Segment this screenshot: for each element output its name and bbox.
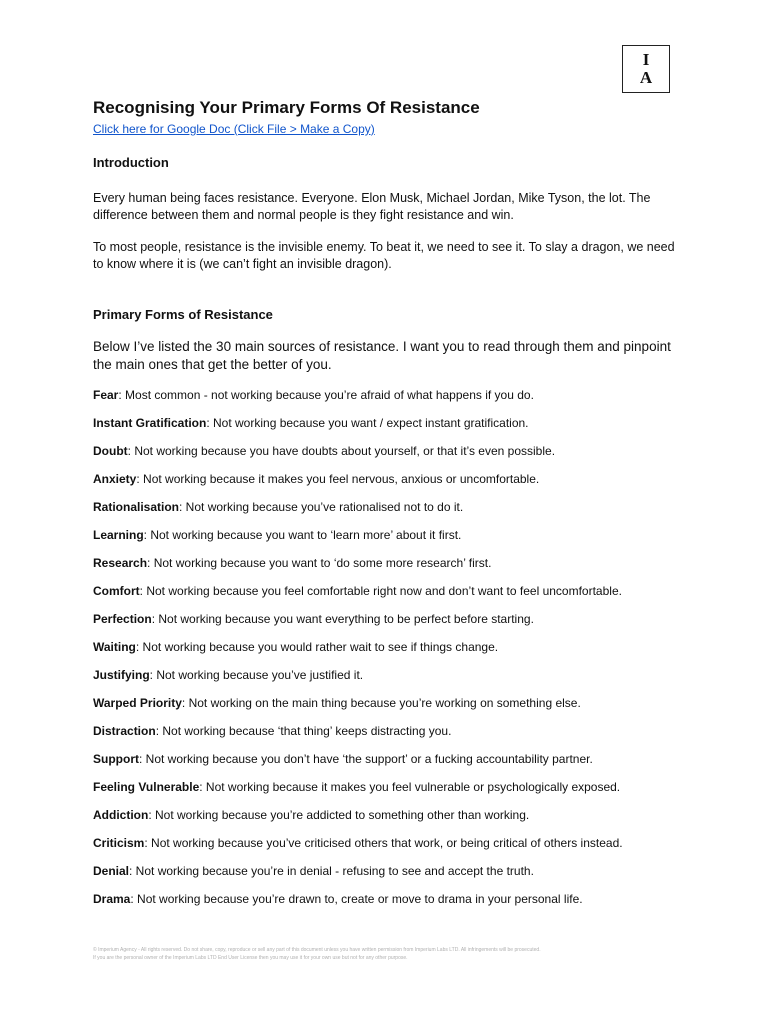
copyright-footer xyxy=(93,946,683,962)
item-description: : Not working because you’re drawn to, create or move to drama in your personal life. xyxy=(130,892,583,906)
list-item xyxy=(93,388,683,416)
item-description: : Not working because you have doubts about yourself, or that it’s even possible. xyxy=(127,444,556,458)
item-term: Warped Priority xyxy=(93,696,182,710)
item-description: : Not working because you’re in denial - refusing to see and accept the truth. xyxy=(129,864,534,878)
item-term: Learning xyxy=(93,528,144,542)
item-term: Rationalisation xyxy=(93,500,180,514)
item-term: Denial xyxy=(93,864,130,878)
list-item xyxy=(93,416,683,444)
item-description: : Not working because you’re addicted to something other than working. xyxy=(148,808,530,822)
document-body xyxy=(93,96,683,920)
list-item xyxy=(93,836,683,864)
footer-line-1: © Imperium Agency - All rights reserved. Do not share, copy, reproduce or sell any part of this document unless you have written permission from Imperium Labs LTD. All infringements will be prosecuted. xyxy=(93,947,541,953)
introduction-heading: Introduction xyxy=(93,155,169,170)
item-description: : Not working because ‘that thing’ keeps distracting you. xyxy=(155,724,452,738)
item-term: Support xyxy=(93,752,139,766)
logo-line-1: I xyxy=(642,50,650,69)
item-term: Research xyxy=(93,556,148,570)
item-description: : Not working because you’ve justified it. xyxy=(149,668,364,682)
list-item xyxy=(93,696,683,724)
list-item xyxy=(93,612,683,640)
item-description: : Not working because it makes you feel nervous, anxious or uncomfortable. xyxy=(136,472,540,486)
item-description: : Not working because it makes you feel vulnerable or psychologically exposed. xyxy=(199,780,621,794)
list-item xyxy=(93,444,683,472)
intro-paragraph-1: Every human being faces resistance. Everyone. Elon Musk, Michael Jordan, Mike Tyson, the lot. The difference between them and normal people is they fight resistance and win. xyxy=(93,191,651,222)
item-term: Fear xyxy=(93,388,119,402)
list-item xyxy=(93,668,683,696)
item-term: Criticism xyxy=(93,836,145,850)
item-term: Anxiety xyxy=(93,472,137,486)
list-item xyxy=(93,500,683,528)
item-description: : Not working because you want to ‘do some more research’ first. xyxy=(147,556,492,570)
list-item xyxy=(93,472,683,500)
item-description: : Not working because you want to ‘learn more’ about it first. xyxy=(143,528,462,542)
logo-line-2: A xyxy=(639,68,653,87)
item-description: : Most common - not working because you’re afraid of what happens if you do. xyxy=(118,388,534,402)
item-description: : Not working because you want / expect instant gratification. xyxy=(206,416,529,430)
item-description: : Not working because you feel comfortable right now and don’t want to feel uncomfortable. xyxy=(139,584,622,598)
list-item xyxy=(93,584,683,612)
item-term: Drama xyxy=(93,892,131,906)
item-term: Feeling Vulnerable xyxy=(93,780,200,794)
list-item xyxy=(93,752,683,780)
item-term: Doubt xyxy=(93,444,128,458)
list-item xyxy=(93,864,683,892)
primary-forms-heading: Primary Forms of Resistance xyxy=(93,307,273,322)
list-item xyxy=(93,780,683,808)
list-item xyxy=(93,724,683,752)
item-description: : Not working because you don’t have ‘the support’ or a fucking accountability partner. xyxy=(139,752,593,766)
page-title: Recognising Your Primary Forms Of Resistance xyxy=(93,98,480,117)
list-item xyxy=(93,556,683,584)
item-term: Distraction xyxy=(93,724,156,738)
list-item xyxy=(93,528,683,556)
item-description: : Not working because you’ve rationalised not to do it. xyxy=(179,500,464,514)
item-term: Addiction xyxy=(93,808,149,822)
list-item xyxy=(93,640,683,668)
item-description: : Not working on the main thing because you’re working on something else. xyxy=(181,696,581,710)
item-description: : Not working because you’ve criticised others that work, or being critical of others instead. xyxy=(144,836,623,850)
item-term: Perfection xyxy=(93,612,152,626)
item-term: Instant Gratification xyxy=(93,416,207,430)
brand-logo xyxy=(622,45,670,93)
footer-line-2: If you are the personal owner of the Imperium Labs LTD End User License then you may use it for your own use but not for any other purpose. xyxy=(93,955,408,961)
item-description: : Not working because you want everything to be perfect before starting. xyxy=(151,612,534,626)
primary-lead-paragraph: Below I’ve listed the 30 main sources of resistance. I want you to read through them and pinpoint the main ones that get the better of you. xyxy=(93,339,671,372)
item-term: Comfort xyxy=(93,584,140,598)
google-doc-link[interactable]: Click here for Google Doc (Click File > Make a Copy) xyxy=(93,122,375,136)
item-term: Justifying xyxy=(93,668,150,682)
list-item xyxy=(93,892,683,920)
list-item xyxy=(93,808,683,836)
item-term: Waiting xyxy=(93,640,136,654)
item-description: : Not working because you would rather wait to see if things change. xyxy=(135,640,499,654)
intro-paragraph-2: To most people, resistance is the invisible enemy. To beat it, we need to see it. To slay a dragon, we need to know where it is (we can’t fight an invisible dragon). xyxy=(93,240,675,271)
resistance-list xyxy=(93,388,683,920)
